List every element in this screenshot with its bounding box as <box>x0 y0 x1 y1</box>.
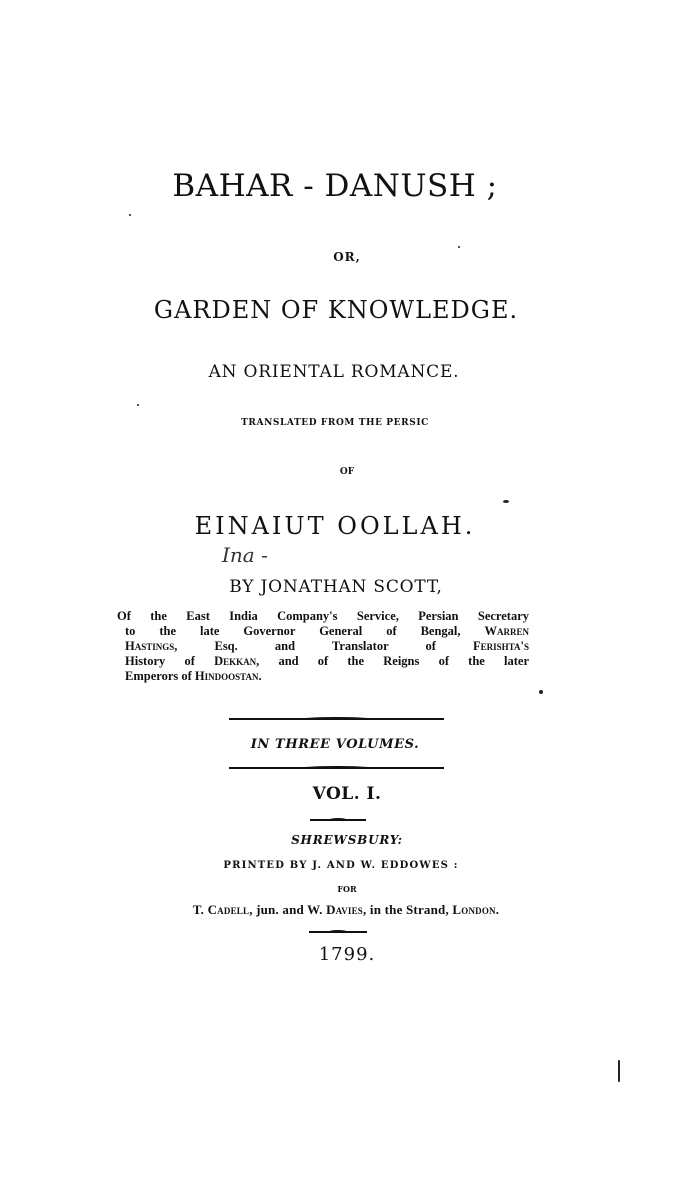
bio-text: . <box>258 669 262 683</box>
bio-name-dekkan: Dekkan <box>214 654 257 668</box>
bio-line-1: Of the East India Company's Service, Persian Secretary <box>117 609 529 623</box>
translated-from-line: TRANSLATED FROM THE PERSIC <box>241 418 429 428</box>
ornamental-rule-3 <box>310 819 366 821</box>
bio-name-warren: Warren <box>484 624 529 638</box>
volume-number: VOL. I. <box>312 784 382 804</box>
scan-speck <box>137 404 139 406</box>
scan-speck <box>503 500 509 503</box>
printer-line: PRINTED BY J. AND W. EDDOWES : <box>223 860 459 871</box>
bio-name-hindoostan: Hindoostan <box>194 669 259 683</box>
book-genre: AN ORIENTAL ROMANCE. <box>208 362 460 382</box>
publisher-text: , jun. and W. <box>249 902 327 917</box>
bio-line-3 <box>117 639 529 654</box>
book-subtitle: GARDEN OF KNOWLEDGE. <box>153 296 519 324</box>
bio-line-4 <box>117 654 529 669</box>
bio-text: , and of the Reigns of the later <box>256 654 530 668</box>
title-connector: OR, <box>333 250 361 264</box>
bio-text: to the late Governor General of Bengal, <box>125 624 461 638</box>
bio-text: Emperors of <box>125 669 192 683</box>
publisher-name-cadell: Cadell <box>207 902 250 917</box>
ornamental-rule-4 <box>309 931 367 933</box>
publisher-text: . <box>495 902 500 917</box>
publisher-text: T. <box>192 902 208 917</box>
book-title: BAHAR - DANUSH ; <box>172 168 498 204</box>
scan-speck <box>458 246 460 248</box>
original-author: EINAIUT OOLLAH. <box>194 512 476 540</box>
scan-edge-mark <box>618 1060 620 1082</box>
imprint-city: SHREWSBURY: <box>291 833 403 847</box>
publisher-text: , in the Strand, <box>363 902 453 917</box>
volumes-line: IN THREE VOLUMES. <box>250 737 420 752</box>
bio-text: , Esq. and Translator of <box>174 639 436 653</box>
translator-line: BY JONATHAN SCOTT, <box>229 577 443 597</box>
translator-bio <box>117 609 529 684</box>
bio-line-5 <box>117 669 529 684</box>
publisher-name-davies: Davies <box>326 902 364 917</box>
bio-name-hastings: Hastings <box>125 639 175 653</box>
handwritten-annotation: Ina - <box>222 543 268 567</box>
for-line: FOR <box>337 884 357 894</box>
publisher-line <box>0 902 695 918</box>
publication-year: 1799. <box>318 944 376 965</box>
ornamental-rule-2 <box>229 767 444 769</box>
publisher-city-london: London <box>452 902 496 917</box>
scan-speck <box>539 690 543 694</box>
bio-text: History of <box>125 654 195 668</box>
bio-name-ferishta: Ferishta's <box>473 639 529 653</box>
bio-line-2 <box>117 624 529 639</box>
ornamental-rule-1 <box>229 718 444 720</box>
of-line: OF <box>339 467 355 477</box>
scan-speck <box>129 214 131 216</box>
